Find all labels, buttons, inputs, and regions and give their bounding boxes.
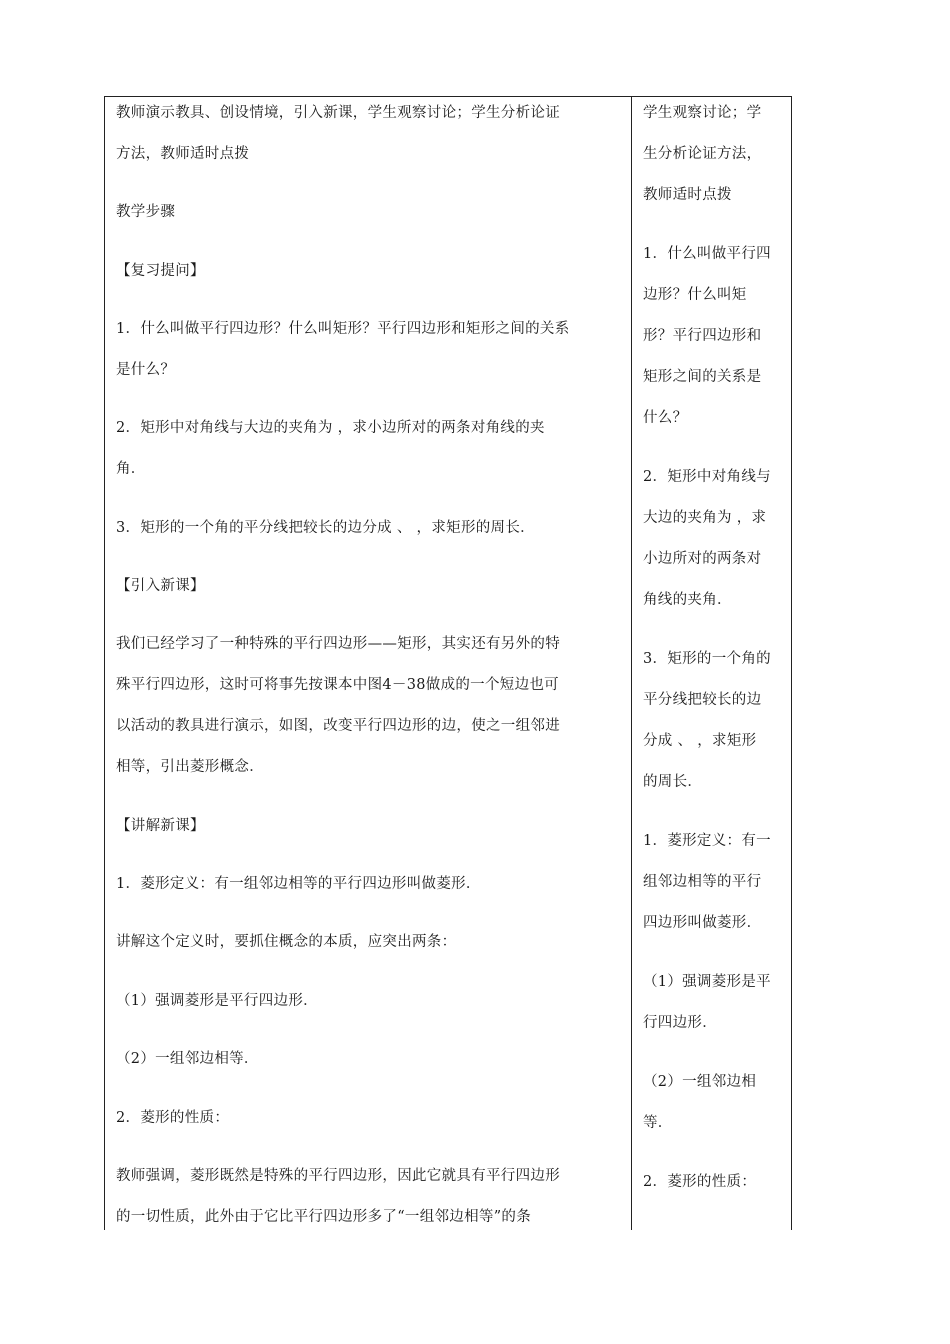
section-heading: 【讲解新课】 [116, 818, 205, 834]
side-line: 2．矩形中对角线与 [643, 469, 771, 485]
side-line: （1）强调菱形是平 [643, 974, 771, 990]
side-line: 矩形之间的关系是 [643, 369, 762, 385]
side-line: 组邻边相等的平行 [643, 874, 762, 890]
side-line: 形？平行四边形和 [643, 328, 762, 344]
side-line: 四边形叫做菱形． [643, 915, 762, 931]
main-line: 教师演示教具、创设情境，引入新课，学生观察讨论；学生分析论证 [116, 105, 560, 121]
main-line: 殊平行四边形，这时可将事先按课本中图4－38做成的一个短边也可 [116, 677, 559, 693]
main-line: 角． [116, 461, 146, 477]
main-line: 方法，教师适时点拨 [116, 146, 250, 162]
section-heading: 【复习提问】 [116, 263, 205, 279]
side-line: 小边所对的两条对 [643, 551, 762, 567]
main-line: 是什么？ [116, 362, 176, 378]
main-line: 教师强调，菱形既然是特殊的平行四边形，因此它就具有平行四边形 [116, 1168, 560, 1184]
side-line: 边形？什么叫矩 [643, 287, 747, 303]
main-line: 2．矩形中对角线与大边的夹角为 ，求小边所对的两条对角线的夹 [116, 420, 545, 436]
side-line: 2．菱形的性质： [643, 1174, 757, 1190]
main-line: 2．菱形的性质： [116, 1110, 230, 1126]
side-line: 的周长． [643, 774, 703, 790]
side-line: 行四边形． [643, 1015, 717, 1031]
side-line: 分成 、 ，求矩形 [643, 733, 757, 749]
main-line: 相等，引出菱形概念． [116, 759, 264, 775]
side-line: 等． [643, 1115, 673, 1131]
side-line: 1．什么叫做平行四 [643, 246, 771, 262]
main-line: 我们已经学习了一种特殊的平行四边形——矩形，其实还有另外的特 [116, 636, 560, 652]
main-line: （1）强调菱形是平行四边形． [116, 993, 318, 1009]
side-line: （2）一组邻边相 [643, 1074, 757, 1090]
column-divider [631, 96, 632, 1230]
side-line: 1．菱形定义：有一 [643, 833, 771, 849]
side-line: 什么？ [643, 410, 688, 426]
main-line: 讲解这个定义时，要抓住概念的本质，应突出两条： [116, 934, 457, 950]
main-line: 教学步骤 [116, 204, 176, 220]
side-line: 角线的夹角． [643, 592, 732, 608]
side-line: 教师适时点拨 [643, 187, 732, 203]
main-line: 1．什么叫做平行四边形？什么叫矩形？平行四边形和矩形之间的关系 [116, 321, 570, 337]
main-line: （2）一组邻边相等． [116, 1051, 259, 1067]
side-line: 生分析论证方法， [643, 146, 762, 162]
side-line: 大边的夹角为 ，求 [643, 510, 767, 526]
side-line: 3．矩形的一个角的 [643, 651, 771, 667]
main-line: 3．矩形的一个角的平分线把较长的边分成 、 ，求矩形的周长． [116, 520, 535, 536]
main-line: 1．菱形定义：有一组邻边相等的平行四边形叫做菱形． [116, 876, 481, 892]
side-line: 平分线把较长的边 [643, 692, 762, 708]
side-line: 学生观察讨论；学 [643, 105, 762, 121]
main-line: 的一切性质，此外由于它比平行四边形多了“一组邻边相等”的条 [116, 1209, 532, 1225]
section-heading: 【引入新课】 [116, 578, 205, 594]
main-line: 以活动的教具进行演示，如图，改变平行四边形的边，使之一组邻进 [116, 718, 560, 734]
